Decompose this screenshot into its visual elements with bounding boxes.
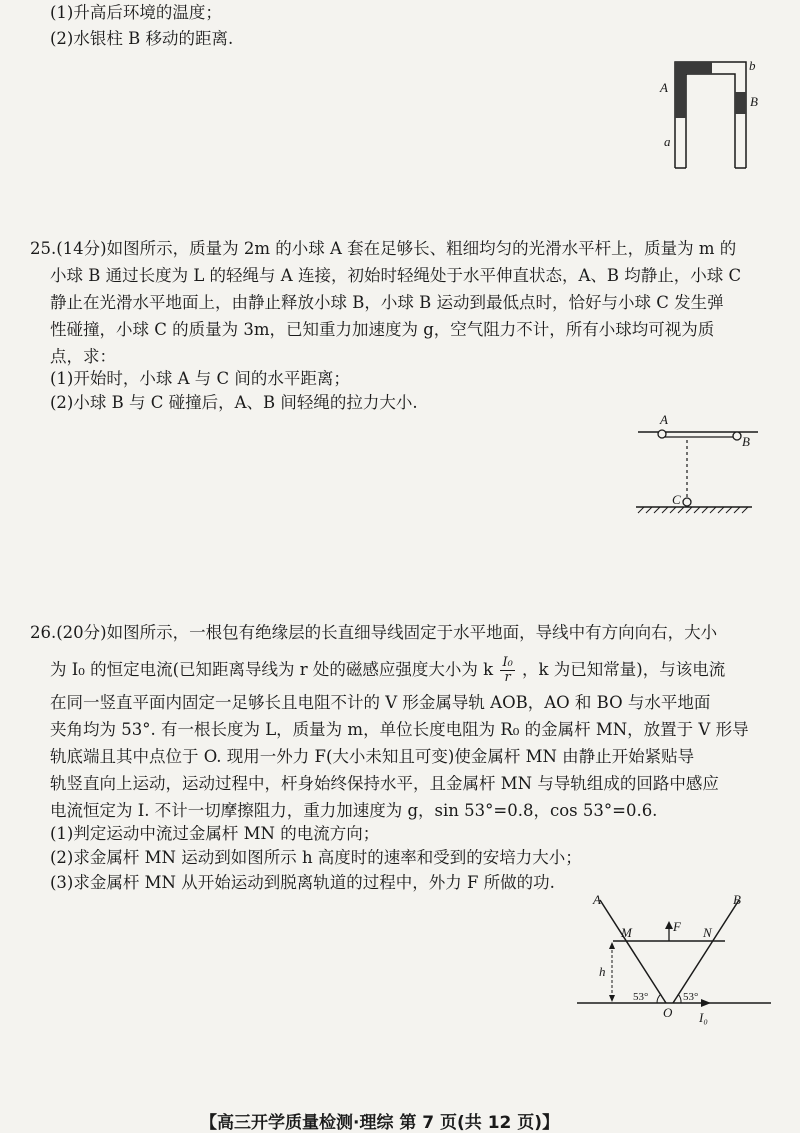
q26-line: (2)求金属杆 MN 运动到如图所示 h 高度时的速率和受到的安培力大小； xyxy=(50,848,582,867)
label-h: h xyxy=(599,964,606,979)
q26-line: (3)求金属杆 MN 从开始运动到脱离轨道的过程中，外力 F 所做的功. xyxy=(50,873,555,892)
label-a: a xyxy=(664,134,671,149)
label-angle-right: 53° xyxy=(683,991,699,1003)
label-M: M xyxy=(621,925,632,940)
ball-c xyxy=(683,498,691,506)
q26-line: (1)判定运动中流过金属杆 MN 的电流方向； xyxy=(50,824,380,843)
label-B: B xyxy=(742,434,750,449)
q26-line: 在同一竖直平面内固定一足够长且电阻不计的 V 形金属导轨 AOB，AO 和 BO 与水平地面 xyxy=(50,693,711,712)
q26-line: 夹角均为 53°. 有一根长度为 L，质量为 m，单位长度电阻为 R₀ 的金属杆 MN，放置于 V 形导 xyxy=(50,720,749,739)
label-B: B xyxy=(750,94,758,109)
mercury-column-b xyxy=(735,92,746,114)
label-I0: I₀ xyxy=(699,1010,708,1025)
q25-line: (2)小球 B 与 C 碰撞后，A、B 间轻绳的拉力大小. xyxy=(50,393,418,412)
label-C: C xyxy=(672,492,681,507)
label-N: N xyxy=(703,925,712,940)
figure-24-u-tube xyxy=(640,50,770,180)
q24-sub2: (2)水银柱 B 移动的距离. xyxy=(50,29,234,48)
q26-line2-pre: 为 I₀ 的恒定电流(已知距离导线为 r 处的磁感应强度大小为 k xyxy=(50,660,494,679)
mercury-column-a xyxy=(675,62,712,118)
q26-line: 轨竖直向上运动，运动过程中，杆身始终保持水平，且金属杆 MN 与导轨组成的回路中感应 xyxy=(50,774,719,793)
q26-line: 轨底端且其中点位于 O. 现用一外力 F(大小未知且可变)使金属杆 MN 由静止开始紧贴导 xyxy=(50,747,695,766)
figure-26-v-rail xyxy=(575,890,775,1030)
q26-line-2 xyxy=(50,656,725,685)
ball-a xyxy=(658,430,666,438)
label-F: F xyxy=(673,919,681,934)
q26-line: 26.(20分)如图所示，一根包有绝缘层的长直细导线固定于水平地面，导线中有方向向右，大小 xyxy=(30,623,718,642)
label-b: b xyxy=(749,58,756,73)
q26-line2-post: ，k 为已知常量)，与该电流 xyxy=(522,660,726,679)
label-O: O xyxy=(663,1005,673,1020)
q24-sub1: (1)升高后环境的温度； xyxy=(50,3,222,22)
label-A: A xyxy=(593,892,601,907)
ball-b xyxy=(733,432,741,440)
figure-25-rod-and-balls xyxy=(630,412,770,522)
fraction-denominator: r xyxy=(504,670,511,685)
q25-line: 点，求： xyxy=(50,347,116,366)
q25-line: 静止在光滑水平地面上，由静止释放小球 B，小球 B 运动到最低点时，恰好与小球 C 发生弹 xyxy=(50,293,724,312)
label-A: A xyxy=(660,80,668,95)
page-footer: 【高三开学质量检测·理综 第 7 页(共 12 页)】 xyxy=(200,1113,560,1133)
q25-line: 小球 B 通过长度为 L 的轻绳与 A 连接，初始时轻绳处于水平伸直状态，A、B 均静止，小球 C xyxy=(50,266,742,285)
label-A: A xyxy=(660,412,668,427)
fraction-numerator: I₀ xyxy=(502,655,513,670)
label-angle-left: 53° xyxy=(633,991,649,1003)
label-B: B xyxy=(733,892,741,907)
q26-line: 电流恒定为 I. 不计一切摩擦阻力，重力加速度为 g，sin 53°=0.8，cos 53°=0.6. xyxy=(50,801,658,820)
q25-line: 25.(14分)如图所示，质量为 2m 的小球 A 套在足够长、粗细均匀的光滑水平杆上，质量为 m 的 xyxy=(30,239,737,258)
q25-line: (1)开始时，小球 A 与 C 间的水平距离； xyxy=(50,369,350,388)
q25-line: 性碰撞，小球 C 的质量为 3m，已知重力加速度为 g，空气阻力不计，所有小球均可视为质 xyxy=(50,320,715,339)
fraction xyxy=(500,656,514,685)
